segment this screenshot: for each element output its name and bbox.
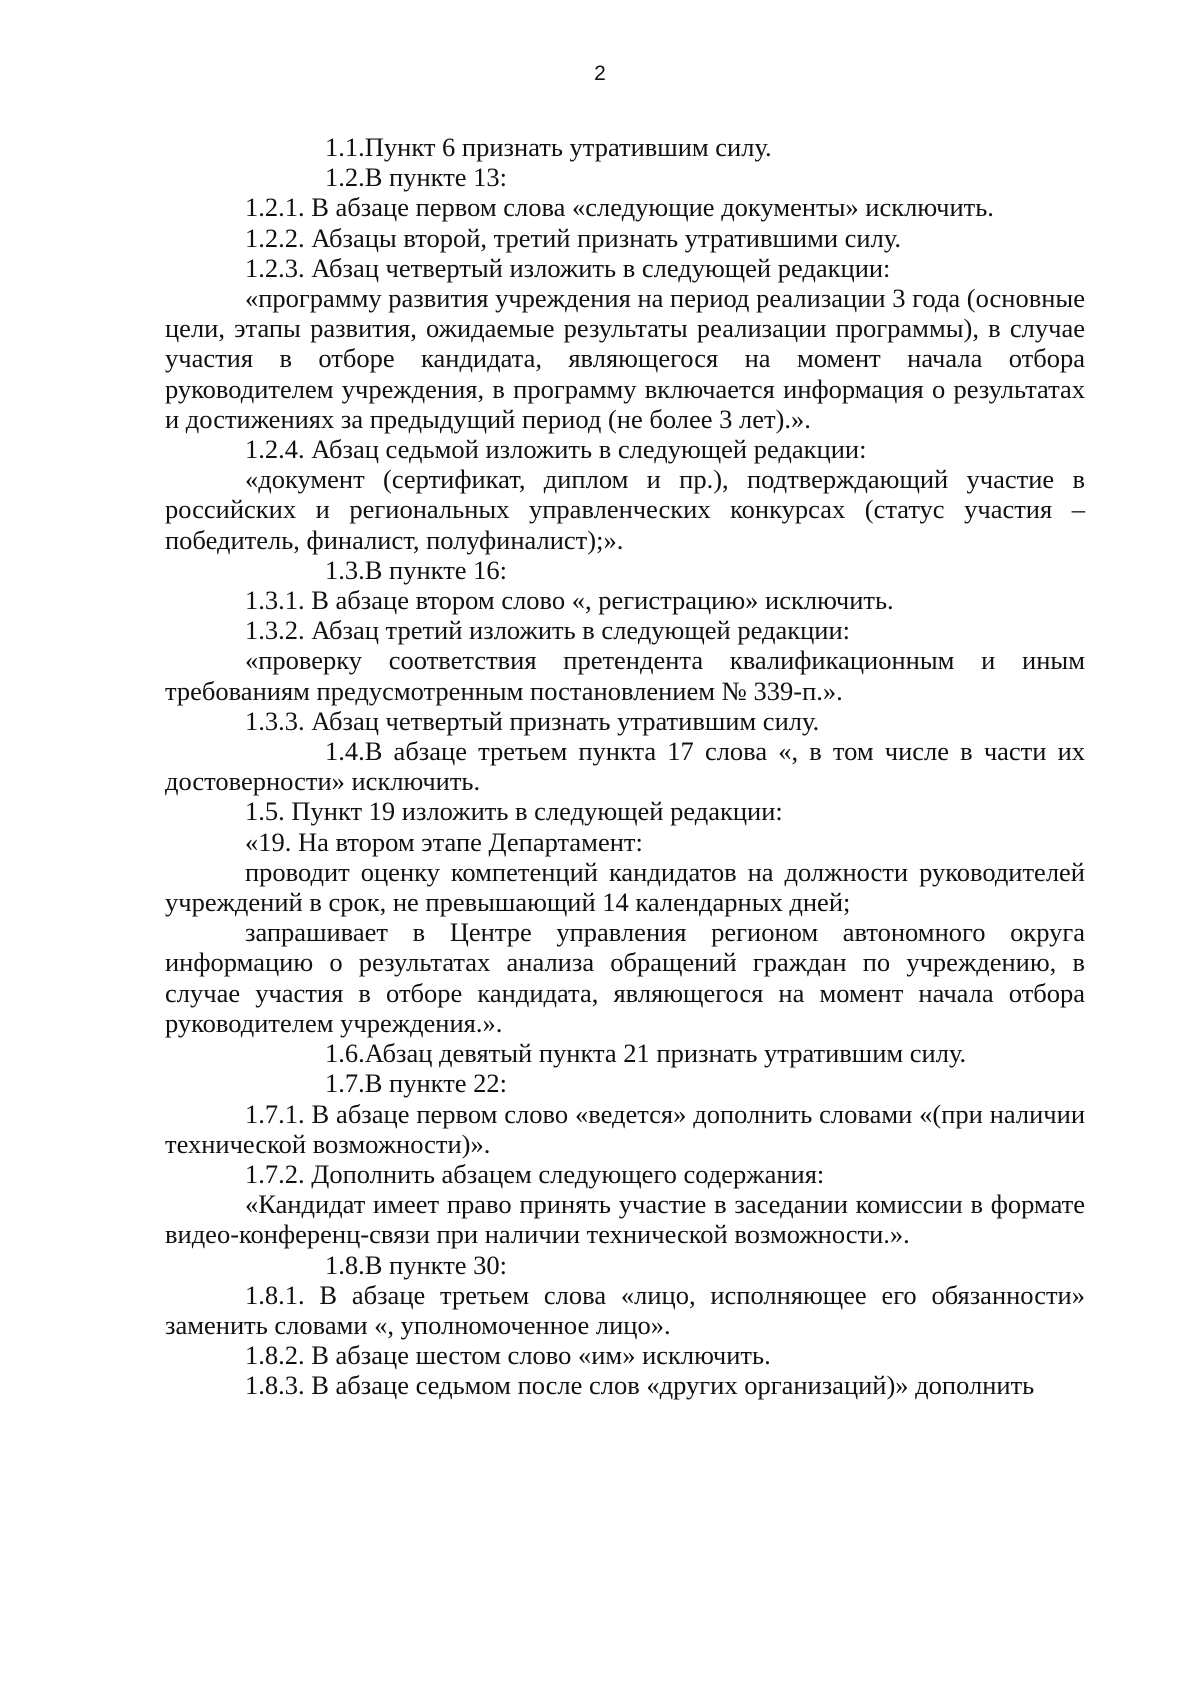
paragraph-quote-19: «19. На втором этапе Департамент: <box>245 826 643 857</box>
paragraph-text: Абзац девятый пункта 21 признать утратившим силу. <box>364 1038 967 1069</box>
paragraph-1-2 <box>165 162 1085 192</box>
paragraph-text: Пункт 6 признать утратившим силу. <box>364 132 772 162</box>
paragraph-1-3-1: 1.3.1. В абзаце втором слово «, регистрацию» исключить. <box>245 585 894 616</box>
paragraph-1-2-3: 1.2.3. Абзац четвертый изложить в следующей редакции: <box>245 252 891 283</box>
paragraph-competence: проводит оценку компетенций кандидатов на должности руководителей учреждений в срок, не превышающий 14 календарных дней; <box>165 856 1085 918</box>
paragraph-text: В абзаце третьем пункта 17 слова «, в том числе в части их достоверности» исключить. <box>165 736 1085 797</box>
paragraph-text: В пункте 22: <box>364 1068 508 1099</box>
paragraph-text: В пункте 13: <box>364 162 508 193</box>
item-number: 1.7. <box>325 1068 365 1099</box>
paragraph-text: В пункте 16: <box>364 554 508 585</box>
item-number: 1.1. <box>325 132 365 162</box>
item-number: 1.2. <box>325 162 365 193</box>
paragraph-quote-document: «документ (сертификат, диплом и пр.), подтверждающий участие в российских и региональных управленческих конкурсах (статус участия – победитель, финалист, полуфиналист);». <box>165 464 1085 555</box>
paragraph-1-6 <box>165 1038 1085 1068</box>
paragraph-1-3 <box>165 555 1085 585</box>
paragraph-quote-check: «проверку соответствия претендента квалификационным и иным требованиям предусмотренным постановлением № 339-п.». <box>165 645 1085 706</box>
paragraph-1-7-1: 1.7.1. В абзаце первом слово «ведется» дополнить словами «(при наличии технической возможности)». <box>165 1098 1085 1159</box>
paragraph-1-4 <box>165 736 1085 796</box>
paragraph-1-1 <box>165 132 1085 162</box>
document-body <box>165 132 1085 1401</box>
item-number: 1.3. <box>325 554 365 585</box>
paragraph-quote-candidate: «Кандидат имеет право принять участие в заседании комиссии в формате видео-конференц-связи при наличии технической возможности.». <box>165 1189 1085 1250</box>
paragraph-text: В пункте 30: <box>364 1249 508 1280</box>
paragraph-1-7 <box>165 1068 1085 1098</box>
paragraph-request: запрашивает в Центре управления регионом автономного округа информацию о результатах анализа обращений граждан по учреждению, в случае участия в отборе кандидата, являющегося на момент начала отбора руководителем учреждения.». <box>165 917 1085 1038</box>
paragraph-1-3-3: 1.3.3. Абзац четвертый признать утратившим силу. <box>245 705 820 736</box>
page-number: 2 <box>594 62 606 85</box>
paragraph-1-8-2: 1.8.2. В абзаце шестом слово «им» исключить. <box>245 1340 771 1371</box>
paragraph-1-2-4: 1.2.4. Абзац седьмой изложить в следующей редакции: <box>245 434 867 465</box>
item-number: 1.8. <box>325 1249 365 1280</box>
paragraph-1-8-1: 1.8.1. В абзаце третьем слова «лицо, исполняющее его обязанности» заменить словами «, уполномоченное лицо». <box>165 1279 1085 1340</box>
paragraph-1-3-2: 1.3.2. Абзац третий изложить в следующей редакции: <box>245 615 851 646</box>
paragraph-1-2-1: 1.2.1. В абзаце первом слова «следующие документы» исключить. <box>245 192 994 223</box>
item-number: 1.6. <box>325 1038 365 1069</box>
paragraph-1-2-2: 1.2.2. Абзацы второй, третий признать утратившими силу. <box>245 222 902 253</box>
paragraph-quote-program: «программу развития учреждения на период реализации 3 года (основные цели, этапы развития, ожидаемые результаты реализации программы), в случае участия в отборе кандидата, являющегося на момент начала отбора руководителем учреждения, в программу включается информация о результатах и достижениях за предыдущий период (не более 3 лет).». <box>165 283 1085 434</box>
paragraph-1-8-3: 1.8.3. В абзаце седьмом после слов «других организаций)» дополнить <box>245 1370 1035 1401</box>
paragraph-1-5: 1.5. Пункт 19 изложить в следующей редакции: <box>245 796 783 827</box>
paragraph-1-8 <box>165 1250 1085 1280</box>
paragraph-1-7-2: 1.7.2. Дополнить абзацем следующего содержания: <box>245 1158 825 1189</box>
item-number: 1.4. <box>325 736 365 767</box>
